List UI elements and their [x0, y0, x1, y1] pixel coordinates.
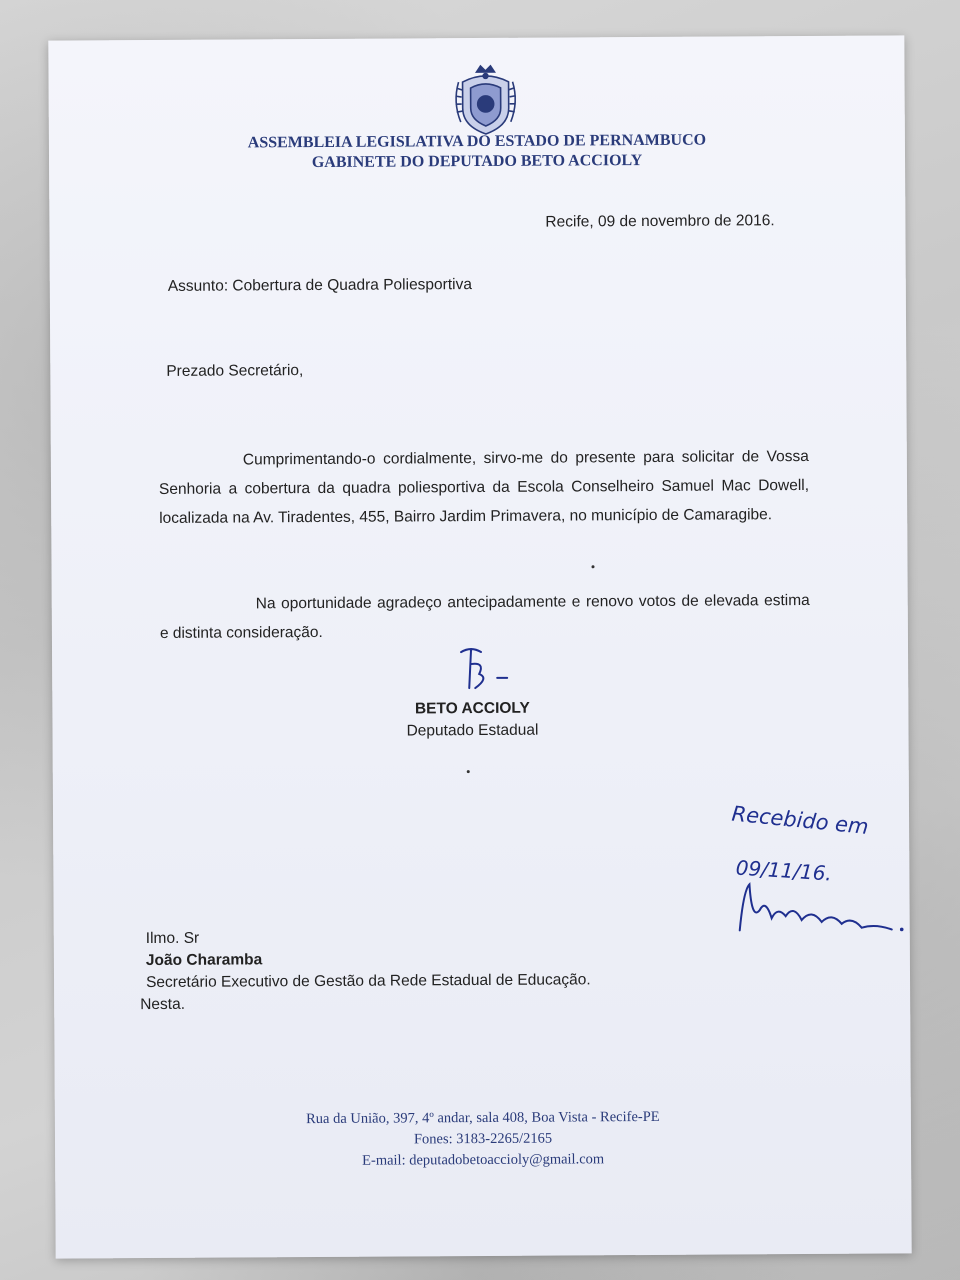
salutation: Prezado Secretário, [166, 362, 304, 380]
recipient-name: João Charamba [145, 951, 263, 970]
cabinet-name: GABINETE DO DEPUTADO BETO ACCIOLY [311, 151, 643, 172]
paper-speck [467, 770, 470, 773]
state-coat-of-arms-icon [450, 62, 520, 138]
handwritten-note-line-2: 09/11/16. [735, 855, 833, 886]
recipient-honorific: Ilmo. Sr [145, 929, 200, 948]
recipient-block [140, 925, 591, 1016]
letterhead-footer [55, 1105, 911, 1173]
footer-address: Rua da União, 397, 4º andar, sala 408, Boa Vista - Recife-PE [306, 1108, 660, 1128]
handwritten-signature [457, 644, 517, 694]
letterhead [49, 129, 905, 174]
paper-speck [592, 565, 595, 568]
footer-email: E-mail: deputadobetoaccioly@gmail.com [362, 1151, 605, 1169]
footer-phones: Fones: 3183-2265/2165 [413, 1130, 553, 1148]
assembly-name: ASSEMBLEIA LEGISLATIVA DO ESTADO DE PERNAMBUCO [247, 131, 707, 152]
signer-name: BETO ACCIOLY [414, 699, 530, 718]
letter-date: Recife, 09 de novembro de 2016. [545, 212, 775, 231]
handwritten-receipt-note [725, 779, 916, 950]
signer-title: Deputado Estadual [406, 721, 539, 740]
body-paragraph-1: Cumprimentando-o cordialmente, sirvo-me do presente para solicitar de Vossa Senhoria a cobertura da quadra poliesportiva da Escola Conselheiro Samuel Mac Dowell, localizada na Av. Tiradentes, 455, Bairro Jardim Primavera, no município de Camaragibe. [158, 447, 810, 527]
recipient-position: Secretário Executivo de Gestão da Rede Estadual de Educação. [145, 971, 591, 992]
signature-block [392, 698, 552, 743]
letter-page [48, 35, 911, 1258]
letter-subject: Assunto: Cobertura de Quadra Poliesportiva [167, 276, 472, 295]
recipient-location: Nesta. [140, 995, 186, 1014]
body-paragraph-2: Na oportunidade agradeço antecipadamente e renovo votos de elevada estima e distinta consideração. [159, 591, 810, 642]
handwritten-note-line-1: Recebido em [730, 801, 870, 839]
